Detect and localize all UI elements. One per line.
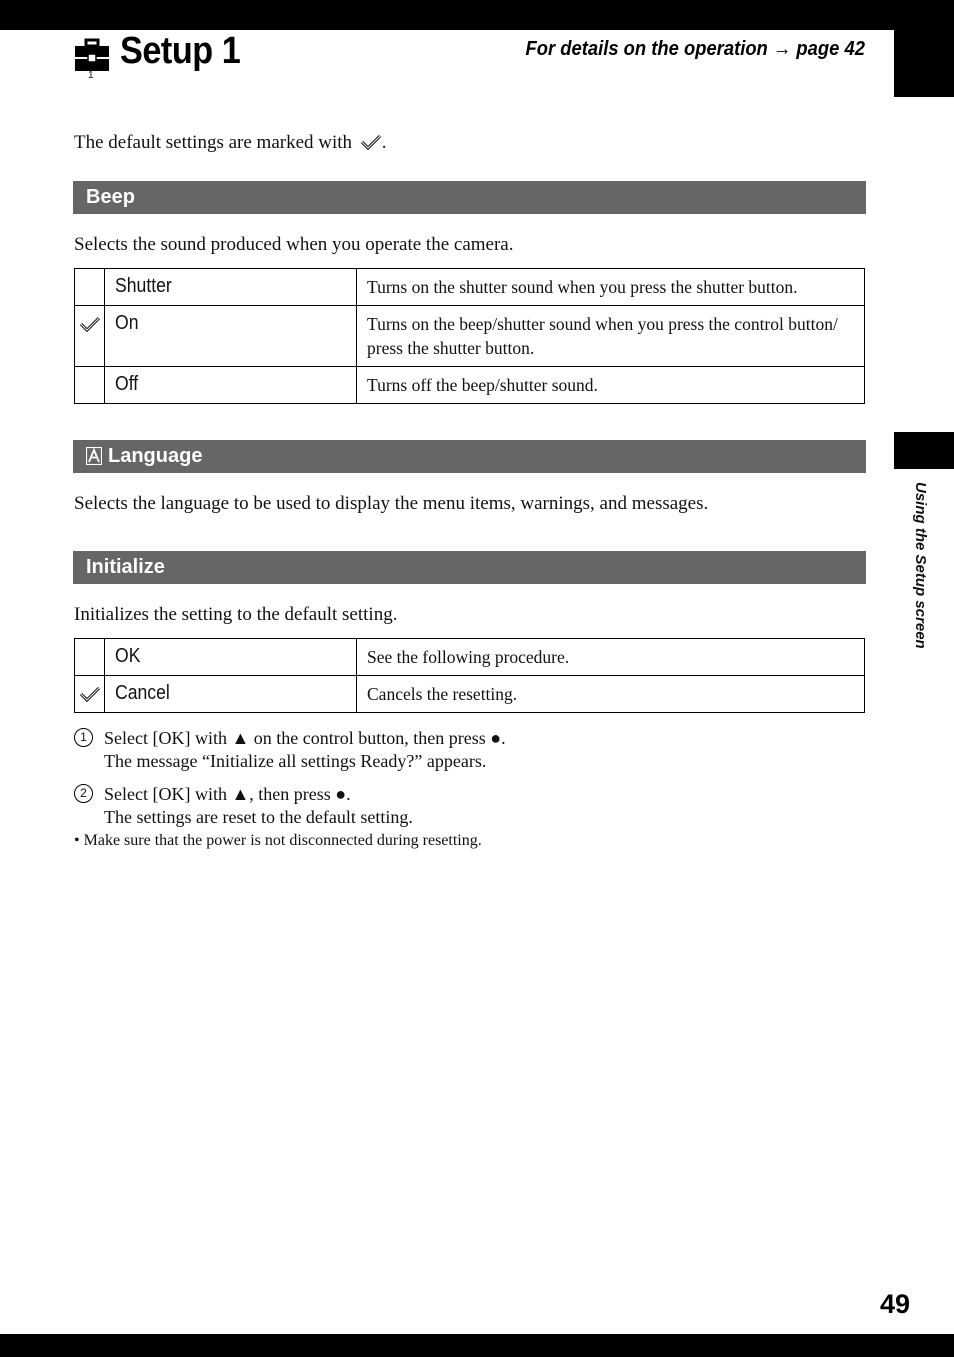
table-row	[75, 639, 865, 676]
step-result: The message “Initialize all settings Ready?” appears.	[104, 751, 487, 771]
option-description: Cancels the resetting.	[357, 676, 865, 713]
intro-text	[74, 132, 387, 154]
intro-label: The default settings are marked with	[74, 132, 353, 153]
section-language-header	[73, 440, 866, 473]
bottom-bar	[0, 1334, 954, 1357]
section-language-title: Language	[108, 445, 203, 467]
language-icon	[86, 447, 102, 465]
section-initialize-title: Initialize	[86, 556, 165, 578]
section-beep-header	[73, 181, 866, 214]
default-check-icon	[360, 133, 382, 151]
language-description: Selects the language to be used to display the menu items, warnings, and messages.	[74, 493, 709, 514]
beep-description: Selects the sound produced when you operate the camera.	[74, 234, 514, 255]
step-number: 2	[74, 784, 93, 803]
side-tab	[894, 432, 954, 469]
default-mark-cell	[75, 269, 105, 306]
section-initialize-header	[73, 551, 866, 584]
default-check-icon	[79, 315, 101, 333]
step-number: 1	[74, 728, 93, 747]
bullet-icon: •	[74, 832, 80, 849]
option-name: Cancel	[105, 676, 357, 713]
procedure-step	[74, 783, 413, 829]
table-row	[75, 306, 865, 367]
option-name: Off	[105, 367, 357, 404]
table-row	[75, 269, 865, 306]
default-mark-cell	[75, 367, 105, 404]
side-label: Using the Setup screen	[912, 482, 929, 649]
option-name: OK	[105, 639, 357, 676]
intro-period: .	[381, 132, 387, 153]
option-name: Shutter	[105, 269, 357, 306]
initialize-description: Initializes the setting to the default setting.	[74, 604, 398, 625]
note-text: Make sure that the power is not disconnected during resetting.	[83, 832, 482, 849]
page-reference: For details on the operation → page 42	[525, 38, 865, 60]
default-mark-cell	[75, 639, 105, 676]
initialize-options-table	[74, 638, 865, 713]
option-name: On	[105, 306, 357, 367]
note-item	[74, 832, 482, 850]
section-beep-title: Beep	[86, 186, 135, 208]
step-result: The settings are reset to the default setting.	[104, 807, 413, 827]
procedure-step	[74, 727, 506, 773]
setup-icon-number: 1	[88, 70, 94, 81]
step-line: Select [OK] with ▲ on the control button, then press ●.	[104, 728, 506, 748]
page-number: 49	[880, 1289, 911, 1319]
default-check-icon	[79, 685, 101, 703]
page-title: Setup 1	[120, 30, 241, 72]
top-bar	[0, 0, 954, 30]
beep-options-table	[74, 268, 865, 404]
step-line: Select [OK] with ▲, then press ●.	[104, 784, 351, 804]
option-description: Turns off the beep/shutter sound.	[357, 367, 865, 404]
corner-tab	[894, 30, 954, 97]
option-description: See the following procedure.	[357, 639, 865, 676]
default-mark-cell	[75, 676, 105, 713]
table-row	[75, 676, 865, 713]
option-description: Turns on the beep/shutter sound when you press the control button/ press the shutter button.	[357, 306, 865, 367]
table-row	[75, 367, 865, 404]
option-description: Turns on the shutter sound when you press the shutter button.	[357, 269, 865, 306]
default-mark-cell	[75, 306, 105, 367]
